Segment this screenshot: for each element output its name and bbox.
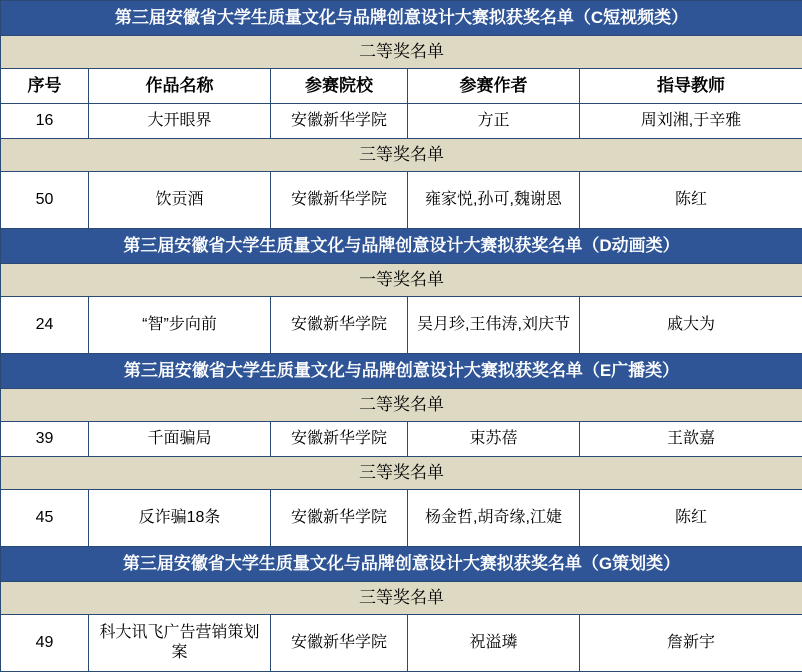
cell-school: 安徽新华学院 — [271, 490, 408, 547]
cell-school: 安徽新华学院 — [271, 615, 408, 672]
table-row — [1, 104, 802, 139]
cell-authors: 束苏蓓 — [408, 422, 580, 457]
cell-work-title: 饮贡酒 — [89, 172, 271, 229]
table-row — [1, 615, 802, 672]
prize-category-row — [1, 582, 802, 615]
column-header: 指导教师 — [580, 69, 802, 104]
cell-authors: 吴月珍,王伟涛,刘庆节 — [408, 297, 580, 354]
cell-teachers: 陈红 — [580, 172, 802, 229]
column-header-row — [1, 69, 802, 104]
section-title: 第三届安徽省大学生质量文化与品牌创意设计大赛拟获奖名单（E广播类） — [1, 354, 802, 389]
section-title: 第三届安徽省大学生质量文化与品牌创意设计大赛拟获奖名单（G策划类） — [1, 547, 802, 582]
prize-category-row — [1, 36, 802, 69]
prize-category-row — [1, 389, 802, 422]
cell-authors: 方正 — [408, 104, 580, 139]
prize-category-label: 一等奖名单 — [1, 264, 802, 297]
cell-teachers: 王歆嘉 — [580, 422, 802, 457]
table-row — [1, 422, 802, 457]
cell-teachers: 詹新宇 — [580, 615, 802, 672]
cell-authors: 祝溢璘 — [408, 615, 580, 672]
cell-work-title: 大开眼界 — [89, 104, 271, 139]
prize-category-row — [1, 264, 802, 297]
cell-work-title: “智”步向前 — [89, 297, 271, 354]
table-row — [1, 172, 802, 229]
cell-school: 安徽新华学院 — [271, 297, 408, 354]
cell-serial-number: 50 — [1, 172, 89, 229]
prize-category-label: 三等奖名单 — [1, 457, 802, 490]
prize-category-label: 二等奖名单 — [1, 389, 802, 422]
section-title-row — [1, 354, 802, 389]
cell-school: 安徽新华学院 — [271, 422, 408, 457]
column-header: 参赛院校 — [271, 69, 408, 104]
section-title-row — [1, 1, 802, 36]
prize-category-label: 三等奖名单 — [1, 582, 802, 615]
section-title-row — [1, 547, 802, 582]
column-header: 序号 — [1, 69, 89, 104]
cell-serial-number: 45 — [1, 490, 89, 547]
section-title: 第三届安徽省大学生质量文化与品牌创意设计大赛拟获奖名单（D动画类） — [1, 229, 802, 264]
cell-work-title: 反诈骗18条 — [89, 490, 271, 547]
section-title: 第三届安徽省大学生质量文化与品牌创意设计大赛拟获奖名单（C短视频类） — [1, 1, 802, 36]
cell-serial-number: 16 — [1, 104, 89, 139]
column-header: 参赛作者 — [408, 69, 580, 104]
cell-work-title: 千面骗局 — [89, 422, 271, 457]
cell-work-title: 科大讯飞广告营销策划案 — [89, 615, 271, 672]
prize-category-row — [1, 139, 802, 172]
prize-category-label: 三等奖名单 — [1, 139, 802, 172]
cell-school: 安徽新华学院 — [271, 104, 408, 139]
cell-teachers: 戚大为 — [580, 297, 802, 354]
cell-serial-number: 49 — [1, 615, 89, 672]
column-header: 作品名称 — [89, 69, 271, 104]
cell-teachers: 周刘湘,于辛雅 — [580, 104, 802, 139]
prize-category-label: 二等奖名单 — [1, 36, 802, 69]
cell-school: 安徽新华学院 — [271, 172, 408, 229]
table-row — [1, 490, 802, 547]
prize-category-row — [1, 457, 802, 490]
cell-serial-number: 39 — [1, 422, 89, 457]
cell-authors: 杨金哲,胡奇缘,江婕 — [408, 490, 580, 547]
cell-serial-number: 24 — [1, 297, 89, 354]
section-title-row — [1, 229, 802, 264]
cell-authors: 雍家悦,孙可,魏谢恩 — [408, 172, 580, 229]
table-row — [1, 297, 802, 354]
cell-teachers: 陈红 — [580, 490, 802, 547]
